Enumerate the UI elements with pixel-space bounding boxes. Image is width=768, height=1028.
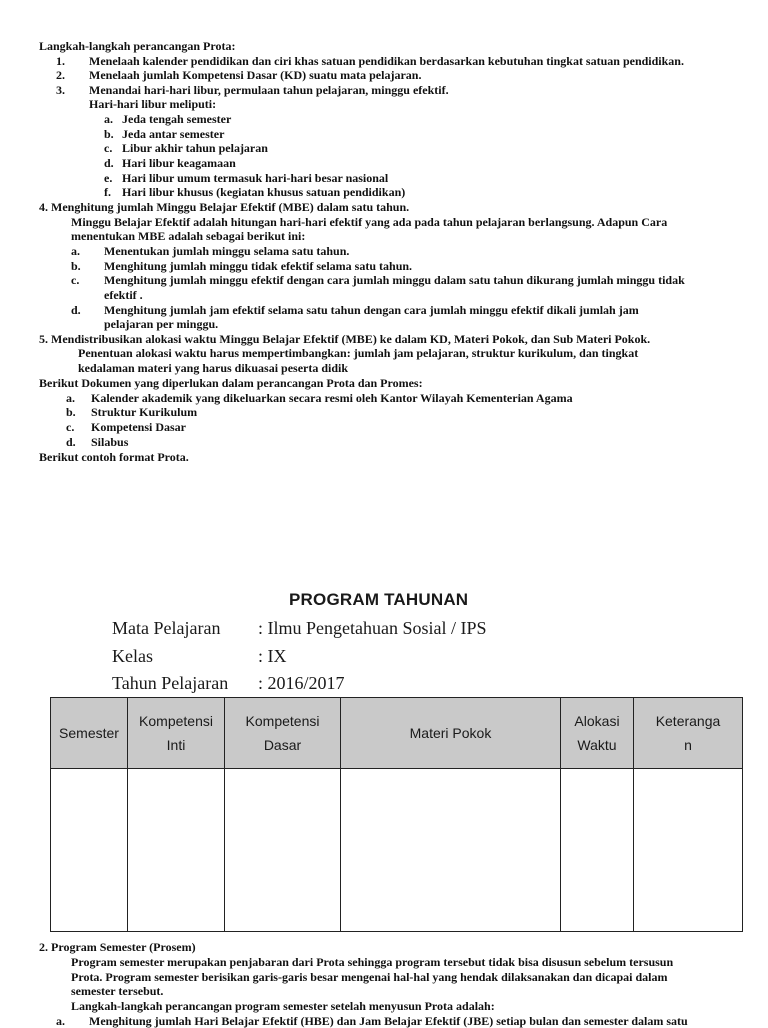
mbe-item: Menentukan jumlah minggu selama satu tahun. <box>104 244 350 258</box>
table-row <box>51 769 743 932</box>
prosem-heading: 2. Program Semester (Prosem) <box>39 940 196 954</box>
holiday-letter: c. <box>104 141 113 155</box>
step-5-description: kedalaman materi yang harus dikuasai peserta didik <box>78 361 349 375</box>
table-cell <box>225 769 341 932</box>
document-letter: a. <box>66 391 75 405</box>
table-cell <box>341 769 561 932</box>
step-number: 3. <box>56 83 65 97</box>
holiday-letter: b. <box>104 127 114 141</box>
documents-intro: Berikut Dokumen yang diperlukan dalam perancangan Prota dan Promes: <box>39 376 423 390</box>
mbe-letter: a. <box>71 244 80 258</box>
holiday-item: Libur akhir tahun pelajaran <box>122 141 268 155</box>
mbe-item: Menghitung jumlah minggu efektif dengan cara jumlah minggu dalam satu tahun dikurang jumlah minggu tidak <box>104 273 685 287</box>
prota-steps-heading: Langkah-langkah perancangan Prota: <box>39 39 236 53</box>
mbe-item: Menghitung jumlah jam efektif selama satu tahun dengan cara jumlah minggu efektif dikali jumlah jam <box>104 303 639 317</box>
field-value-subject: : Ilmu Pengetahuan Sosial / IPS <box>258 618 487 638</box>
step-text: Menelaah jumlah Kompetensi Dasar (KD) suatu mata pelajaran. <box>89 68 422 82</box>
prosem-paragraph: Program semester merupakan penjabaran dari Prota sehingga program tersebut tidak bisa disusun sebelum tersusun <box>71 955 674 969</box>
step-4-heading: 4. Menghitung jumlah Minggu Belajar Efektif (MBE) dalam satu tahun. <box>39 200 410 214</box>
table-cell <box>561 769 634 932</box>
column-header-kompetensi-inti: Kompetensi Inti <box>128 698 225 769</box>
document-letter: c. <box>66 420 75 434</box>
column-header-semester: Semester <box>51 698 128 769</box>
prota-form-title: PROGRAM TAHUNAN <box>289 590 469 609</box>
field-label-class: Kelas <box>112 646 153 666</box>
mbe-item-continued: efektif . <box>104 288 143 302</box>
mbe-item-continued: pelajaran per minggu. <box>104 317 219 331</box>
mbe-letter: b. <box>71 259 81 273</box>
document-letter: b. <box>66 405 76 419</box>
mbe-item: Menghitung jumlah minggu tidak efektif selama satu tahun. <box>104 259 413 273</box>
holiday-item: Jeda tengah semester <box>122 112 232 126</box>
prosem-steps-intro: Langkah-langkah perancangan program semester setelah menyusun Prota adalah: <box>71 999 495 1013</box>
document-item: Silabus <box>91 435 129 449</box>
column-header-kompetensi-dasar: Kompetensi Dasar <box>225 698 341 769</box>
step-4-description: Minggu Belajar Efektif adalah hitungan hari-hari efektif yang ada pada tahun pelajaran berlangsung. Adapun Cara <box>71 215 668 229</box>
field-value-class: : IX <box>258 646 287 666</box>
prosem-paragraph: Prota. Program semester berisikan garis-garis besar mengenai hal-hal yang hendak dilaksanakan dan dicapai dalam <box>71 970 668 984</box>
step-text: Menandai hari-hari libur, permulaan tahun pelajaran, minggu efektif. <box>89 83 449 97</box>
document-item: Struktur Kurikulum <box>91 405 198 419</box>
prota-table <box>50 697 743 932</box>
table-cell <box>51 769 128 932</box>
column-header-alokasi-waktu: Alokasi Waktu <box>561 698 634 769</box>
table-cell <box>634 769 743 932</box>
prosem-paragraph: semester tersebut. <box>71 984 164 998</box>
holiday-letter: f. <box>104 185 111 199</box>
document-letter: d. <box>66 435 76 449</box>
holiday-item: Jeda antar semester <box>122 127 225 141</box>
holiday-letter: e. <box>104 171 113 185</box>
table-cell <box>128 769 225 932</box>
step-5-description: Penentuan alokasi waktu harus mempertimbangkan: jumlah jam pelajaran, struktur kurikulum, dan tingkat <box>78 346 639 360</box>
example-intro: Berikut contoh format Prota. <box>39 450 189 464</box>
table-header-row <box>51 698 743 769</box>
holidays-intro: Hari-hari libur meliputi: <box>89 97 217 111</box>
document-item: Kompetensi Dasar <box>91 420 186 434</box>
holiday-letter: a. <box>104 112 113 126</box>
column-header-keterangan: Keteranga n <box>634 698 743 769</box>
step-text: Menelaah kalender pendidikan dan ciri khas satuan pendidikan berdasarkan kebutuhan tingkat satuan pendidikan. <box>89 54 684 68</box>
holiday-item: Hari libur umum termasuk hari-hari besar nasional <box>122 171 389 185</box>
prosem-item: Menghitung jumlah Hari Belajar Efektif (HBE) dan Jam Belajar Efektif (JBE) setiap bulan dan semester dalam satu <box>89 1014 688 1028</box>
field-label-subject: Mata Pelajaran <box>112 618 221 638</box>
step-number: 2. <box>56 68 65 82</box>
prosem-letter: a. <box>56 1014 65 1028</box>
holiday-letter: d. <box>104 156 114 170</box>
field-value-year: : 2016/2017 <box>258 673 345 693</box>
column-header-materi-pokok: Materi Pokok <box>341 698 561 769</box>
step-5-heading: 5. Mendistribusikan alokasi waktu Minggu Belajar Efektif (MBE) ke dalam KD, Materi Pokok, dan Sub Materi Pokok. <box>39 332 651 346</box>
document-item: Kalender akademik yang dikeluarkan secara resmi oleh Kantor Wilayah Kementerian Agama <box>91 391 573 405</box>
step-number: 1. <box>56 54 65 68</box>
holiday-item: Hari libur khusus (kegiatan khusus satuan pendidikan) <box>122 185 406 199</box>
mbe-letter: c. <box>71 273 80 287</box>
holiday-item: Hari libur keagamaan <box>122 156 236 170</box>
step-4-description: menentukan MBE adalah sebagai berikut ini: <box>71 229 306 243</box>
field-label-year: Tahun Pelajaran <box>112 673 229 693</box>
mbe-letter: d. <box>71 303 81 317</box>
